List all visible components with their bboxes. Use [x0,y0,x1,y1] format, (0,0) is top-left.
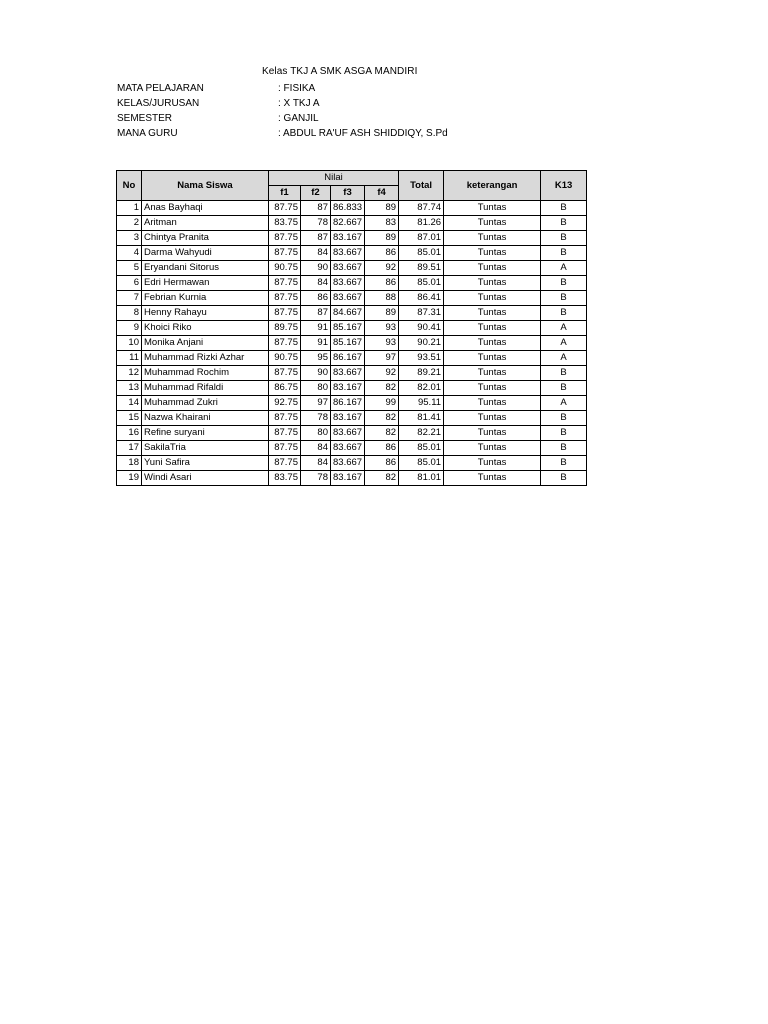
cell-no: 15 [117,411,142,426]
cell-no: 1 [117,201,142,216]
cell-total: 87.74 [399,201,444,216]
cell-total: 82.21 [399,426,444,441]
cell-no: 4 [117,246,142,261]
cell-k13: B [541,231,587,246]
cell-keterangan: Tuntas [444,261,541,276]
cell-f1: 90.75 [269,351,301,366]
cell-f4: 99 [365,396,399,411]
header-nilai: Nilai [269,171,399,186]
cell-no: 17 [117,441,142,456]
cell-f1: 87.75 [269,336,301,351]
cell-total: 87.01 [399,231,444,246]
header-name: Nama Siswa [142,171,269,201]
table-row [117,231,587,246]
cell-name: Febrian Kurnia [142,291,269,306]
cell-f1: 87.75 [269,201,301,216]
cell-no: 18 [117,456,142,471]
cell-k13: A [541,336,587,351]
cell-f3: 83.667 [331,456,365,471]
cell-f3: 83.667 [331,441,365,456]
cell-f2: 80 [301,426,331,441]
cell-f1: 86.75 [269,381,301,396]
table-row [117,246,587,261]
cell-f1: 87.75 [269,291,301,306]
cell-f4: 86 [365,456,399,471]
cell-name: Refine suryani [142,426,269,441]
cell-name: Chintya Pranita [142,231,269,246]
cell-no: 12 [117,366,142,381]
cell-no: 16 [117,426,142,441]
cell-f2: 91 [301,336,331,351]
cell-f2: 78 [301,411,331,426]
cell-no: 19 [117,471,142,486]
cell-no: 10 [117,336,142,351]
cell-f3: 83.167 [331,381,365,396]
cell-f2: 97 [301,396,331,411]
cell-f4: 86 [365,246,399,261]
cell-f2: 87 [301,201,331,216]
cell-keterangan: Tuntas [444,456,541,471]
cell-k13: A [541,396,587,411]
meta-value: : FISIKA [278,83,316,94]
header-f4: f4 [365,186,399,201]
table-row [117,456,587,471]
table-row [117,366,587,381]
cell-no: 14 [117,396,142,411]
cell-keterangan: Tuntas [444,366,541,381]
cell-f2: 86 [301,291,331,306]
table-row [117,276,587,291]
cell-f3: 83.167 [331,411,365,426]
cell-f3: 83.167 [331,471,365,486]
cell-f2: 95 [301,351,331,366]
cell-k13: B [541,201,587,216]
cell-keterangan: Tuntas [444,276,541,291]
cell-k13: B [541,381,587,396]
cell-name: Edri Hermawan [142,276,269,291]
cell-total: 89.21 [399,366,444,381]
cell-k13: B [541,306,587,321]
cell-f2: 80 [301,381,331,396]
cell-total: 85.01 [399,456,444,471]
document-title: Kelas TKJ A SMK ASGA MANDIRI [262,66,418,77]
table-row [117,411,587,426]
cell-no: 5 [117,261,142,276]
cell-keterangan: Tuntas [444,306,541,321]
cell-keterangan: Tuntas [444,231,541,246]
cell-no: 9 [117,321,142,336]
table-row [117,321,587,336]
cell-f1: 87.75 [269,441,301,456]
table-row [117,336,587,351]
cell-total: 95.11 [399,396,444,411]
cell-f4: 82 [365,471,399,486]
cell-k13: B [541,291,587,306]
cell-f2: 84 [301,246,331,261]
cell-f2: 78 [301,216,331,231]
cell-f4: 89 [365,231,399,246]
cell-name: Darma Wahyudi [142,246,269,261]
header-f2: f2 [301,186,331,201]
cell-f1: 87.75 [269,411,301,426]
cell-total: 89.51 [399,261,444,276]
cell-name: Monika Anjani [142,336,269,351]
cell-f3: 83.667 [331,246,365,261]
header-keterangan: keterangan [444,171,541,201]
cell-keterangan: Tuntas [444,381,541,396]
cell-keterangan: Tuntas [444,351,541,366]
cell-no: 13 [117,381,142,396]
cell-k13: B [541,426,587,441]
cell-f1: 87.75 [269,366,301,381]
cell-f4: 92 [365,366,399,381]
cell-f2: 78 [301,471,331,486]
cell-f2: 87 [301,306,331,321]
cell-keterangan: Tuntas [444,441,541,456]
cell-f1: 87.75 [269,246,301,261]
cell-total: 85.01 [399,276,444,291]
cell-f4: 82 [365,411,399,426]
cell-no: 2 [117,216,142,231]
table-row [117,261,587,276]
cell-f4: 83 [365,216,399,231]
table-row [117,216,587,231]
cell-f4: 86 [365,441,399,456]
cell-f3: 86.167 [331,396,365,411]
cell-total: 90.41 [399,321,444,336]
cell-k13: B [541,471,587,486]
cell-f2: 84 [301,276,331,291]
cell-f3: 83.667 [331,276,365,291]
meta-value: : GANJIL [278,113,319,124]
cell-k13: B [541,276,587,291]
cell-f3: 85.167 [331,336,365,351]
cell-name: Henny Rahayu [142,306,269,321]
table-row [117,441,587,456]
table-row [117,381,587,396]
cell-total: 81.26 [399,216,444,231]
cell-name: Anas Bayhaqi [142,201,269,216]
cell-keterangan: Tuntas [444,426,541,441]
cell-k13: A [541,351,587,366]
cell-f3: 86.167 [331,351,365,366]
cell-keterangan: Tuntas [444,321,541,336]
cell-total: 87.31 [399,306,444,321]
cell-f2: 90 [301,261,331,276]
cell-name: Aritman [142,216,269,231]
cell-f4: 97 [365,351,399,366]
cell-keterangan: Tuntas [444,291,541,306]
cell-f3: 82.667 [331,216,365,231]
cell-f3: 83.667 [331,291,365,306]
cell-keterangan: Tuntas [444,246,541,261]
header-k13: K13 [541,171,587,201]
cell-f4: 82 [365,381,399,396]
meta-value: : ABDUL RA'UF ASH SHIDDIQY, S.Pd [278,128,448,139]
cell-no: 6 [117,276,142,291]
cell-name: Muhammad Rochim [142,366,269,381]
cell-no: 8 [117,306,142,321]
cell-name: Muhammad Rizki Azhar [142,351,269,366]
cell-f1: 90.75 [269,261,301,276]
cell-f1: 87.75 [269,276,301,291]
cell-f3: 83.667 [331,426,365,441]
cell-f1: 87.75 [269,456,301,471]
cell-keterangan: Tuntas [444,411,541,426]
header-total: Total [399,171,444,201]
cell-total: 86.41 [399,291,444,306]
cell-total: 85.01 [399,441,444,456]
cell-f3: 85.167 [331,321,365,336]
cell-f3: 86.833 [331,201,365,216]
cell-total: 82.01 [399,381,444,396]
cell-k13: B [541,411,587,426]
cell-f1: 87.75 [269,231,301,246]
cell-f3: 84.667 [331,306,365,321]
cell-f1: 83.75 [269,216,301,231]
cell-k13: B [541,441,587,456]
cell-f3: 83.667 [331,261,365,276]
cell-f1: 89.75 [269,321,301,336]
cell-f2: 84 [301,441,331,456]
table-row [117,351,587,366]
cell-name: SakilaTria [142,441,269,456]
cell-name: Muhammad Rifaldi [142,381,269,396]
meta-label: MANA GURU [117,128,178,139]
cell-no: 3 [117,231,142,246]
table-row [117,396,587,411]
cell-total: 90.21 [399,336,444,351]
cell-name: Khoici Riko [142,321,269,336]
cell-no: 7 [117,291,142,306]
cell-k13: B [541,216,587,231]
header-no: No [117,171,142,201]
cell-f4: 89 [365,306,399,321]
cell-keterangan: Tuntas [444,471,541,486]
table-row [117,306,587,321]
cell-keterangan: Tuntas [444,216,541,231]
cell-keterangan: Tuntas [444,336,541,351]
cell-k13: B [541,366,587,381]
table-header [117,171,587,201]
cell-f2: 91 [301,321,331,336]
cell-f4: 88 [365,291,399,306]
table-body [117,201,587,486]
cell-k13: B [541,456,587,471]
cell-f4: 93 [365,336,399,351]
cell-f4: 86 [365,276,399,291]
cell-total: 81.41 [399,411,444,426]
cell-name: Windi Asari [142,471,269,486]
cell-f1: 87.75 [269,426,301,441]
cell-f4: 92 [365,261,399,276]
meta-value: : X TKJ A [278,98,320,109]
cell-name: Eryandani Sitorus [142,261,269,276]
cell-f4: 89 [365,201,399,216]
cell-name: Muhammad Zukri [142,396,269,411]
cell-f1: 87.75 [269,306,301,321]
cell-f1: 92.75 [269,396,301,411]
cell-f4: 82 [365,426,399,441]
table-row [117,291,587,306]
meta-label: MATA PELAJARAN [117,83,204,94]
cell-name: Yuni Safira [142,456,269,471]
cell-f2: 84 [301,456,331,471]
cell-f3: 83.167 [331,231,365,246]
meta-label: KELAS/JURUSAN [117,98,200,109]
cell-f3: 83.667 [331,366,365,381]
table-row [117,471,587,486]
cell-f2: 90 [301,366,331,381]
cell-f2: 87 [301,231,331,246]
cell-no: 11 [117,351,142,366]
table-row [117,426,587,441]
cell-total: 93.51 [399,351,444,366]
cell-k13: B [541,246,587,261]
cell-f4: 93 [365,321,399,336]
cell-name: Nazwa Khairani [142,411,269,426]
cell-keterangan: Tuntas [444,201,541,216]
cell-f1: 83.75 [269,471,301,486]
cell-total: 85.01 [399,246,444,261]
table-row [117,201,587,216]
cell-keterangan: Tuntas [444,396,541,411]
meta-label: SEMESTER [117,113,173,124]
cell-total: 81.01 [399,471,444,486]
grades-table [116,170,587,486]
header-f1: f1 [269,186,301,201]
cell-k13: A [541,261,587,276]
cell-k13: A [541,321,587,336]
header-f3: f3 [331,186,365,201]
